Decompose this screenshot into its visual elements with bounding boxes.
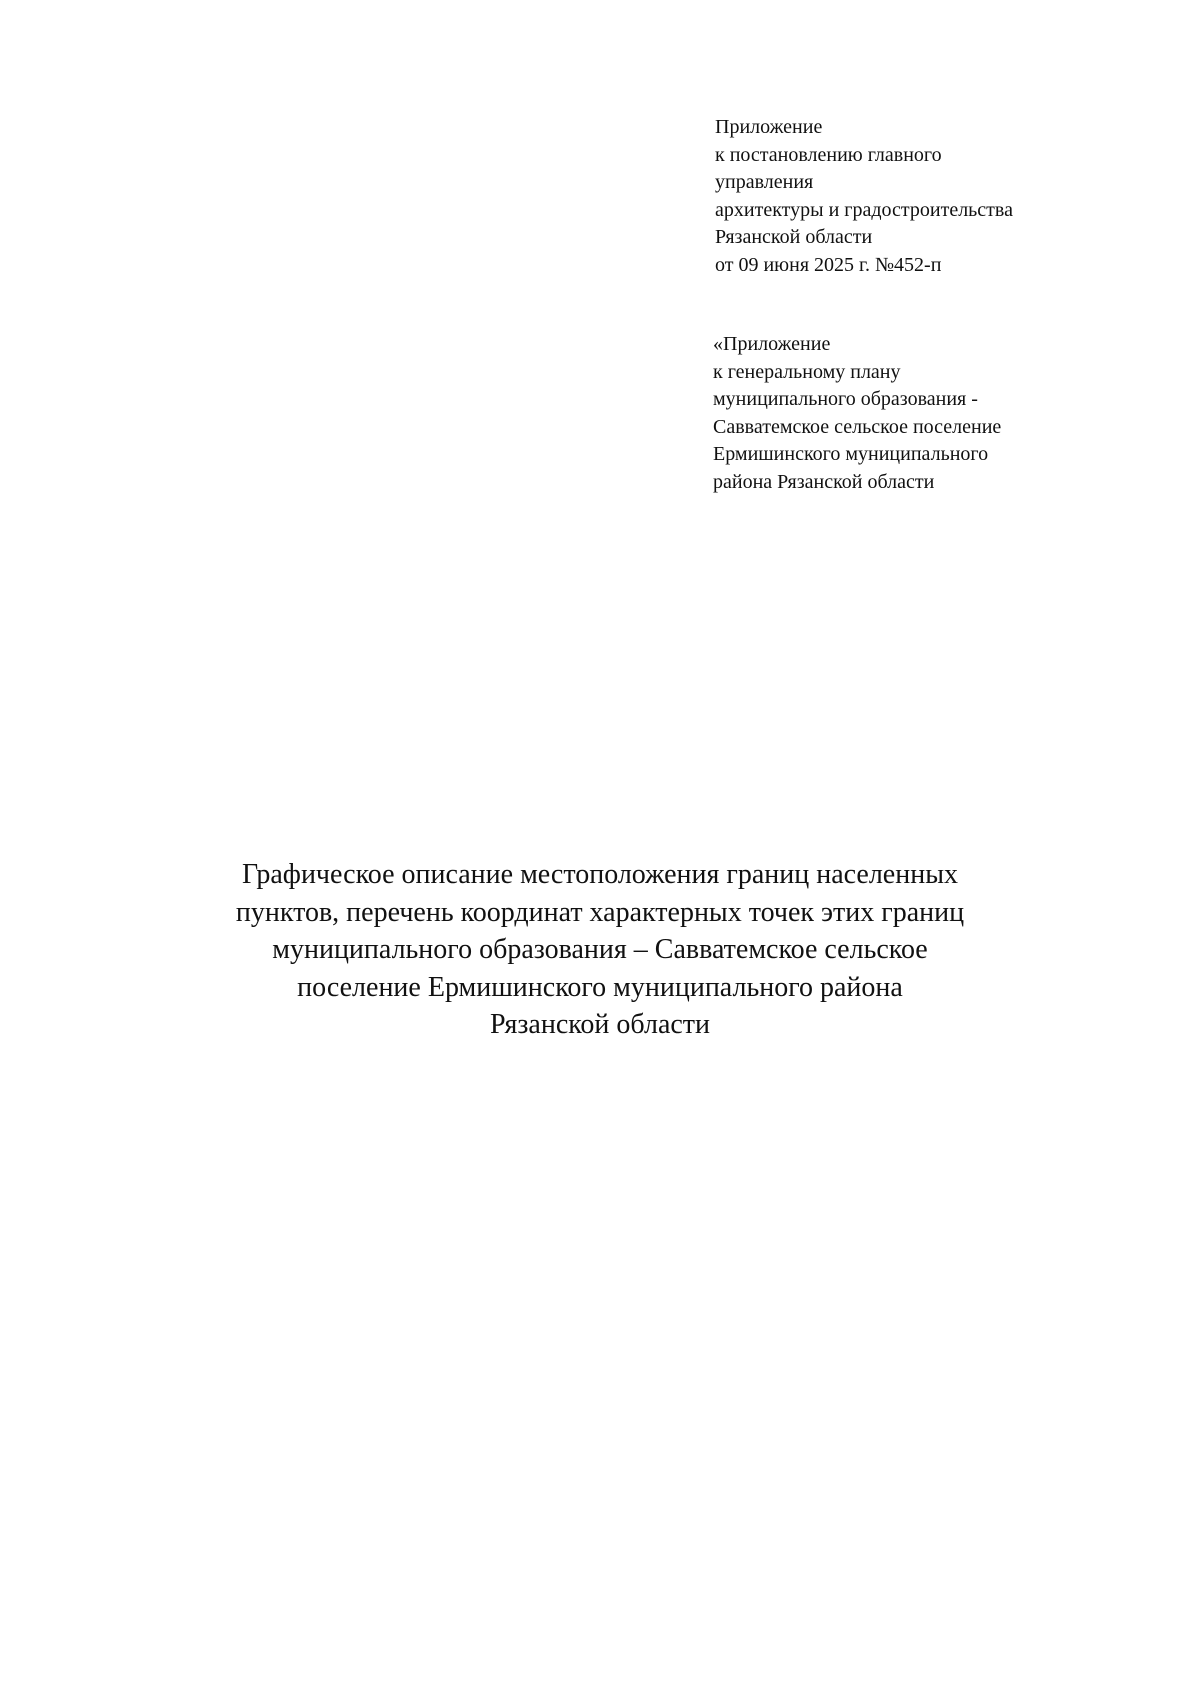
appendix-resolution-line: к постановлению главного	[715, 143, 942, 166]
appendix-resolution-line: управления	[715, 171, 814, 193]
document-title-line: пунктов, перечень координат характерных точек этих границ	[235, 896, 965, 928]
appendix-resolution-line: архитектуры и градостроительства	[715, 198, 1013, 221]
appendix-plan-line: «Приложение	[713, 333, 831, 355]
appendix-resolution-line: Приложение	[715, 116, 823, 138]
document-title-line: Графическое описание местоположения границ населенных	[241, 859, 959, 890]
appendix-plan-line: Савватемское сельское поселение	[713, 415, 1002, 438]
document-title-line: поселение Ермишинского муниципального района	[297, 971, 903, 1003]
document-title-line: Рязанской области	[489, 1009, 711, 1040]
appendix-resolution-date-number: от 09 июня 2025 г. №452-п	[715, 253, 942, 276]
appendix-plan-line: района Рязанской области	[713, 470, 935, 493]
document-title	[150, 856, 1050, 1044]
appendix-resolution-header	[715, 114, 1135, 279]
appendix-resolution-line: Рязанской области	[715, 226, 873, 248]
appendix-plan-line: Ермишинского муниципального	[713, 443, 989, 465]
appendix-plan-line: к генеральному плану	[713, 360, 901, 383]
appendix-general-plan-header	[713, 331, 1133, 496]
appendix-plan-line: муниципального образования -	[713, 388, 978, 410]
document-title-line: муниципального образования – Савватемское сельское	[272, 934, 928, 965]
